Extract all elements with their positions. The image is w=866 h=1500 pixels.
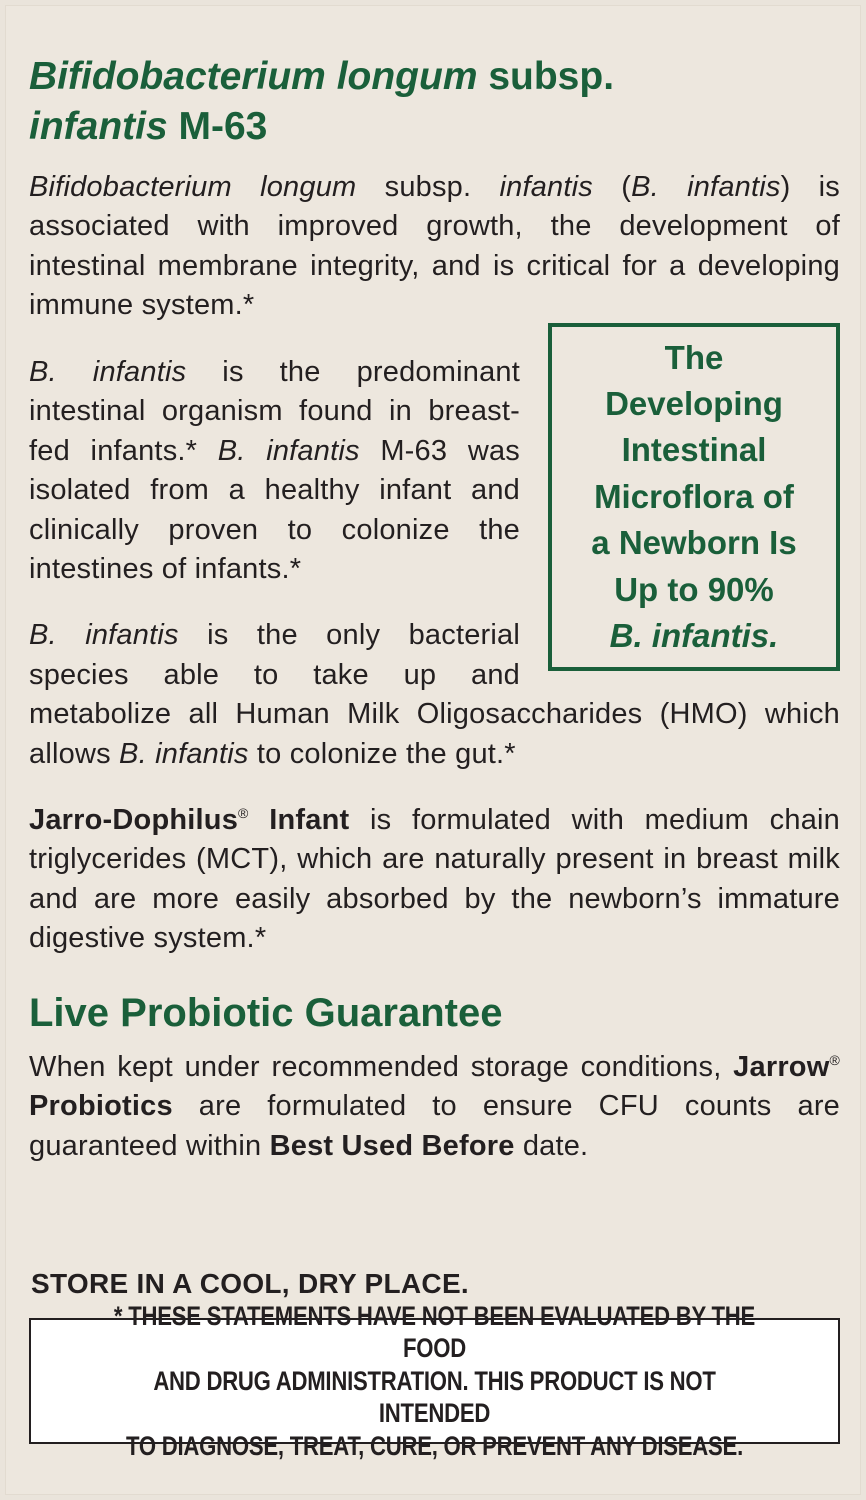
p3-abbr-2: B. infantis (119, 737, 249, 770)
callout-line: Intestinal (621, 431, 767, 469)
intro-abbr: B. infantis (631, 171, 781, 203)
p3-text-1: is the only bacterial species able to take up and metabolize all Human Milk Oligosaccharides (HMO) which allows (29, 619, 840, 770)
p4-product: Infant (248, 804, 350, 836)
p4-reg-mark: ® (238, 805, 249, 821)
fda-disclaimer-box (29, 1300, 840, 1461)
paragraph-guarantee (29, 1048, 840, 1166)
callout-line: The (664, 338, 724, 376)
p2-text-1: is the predominant intestinal organism found in breast-fed infants.* (29, 356, 520, 467)
intro-infantis: infantis (499, 171, 593, 203)
p5-brand: Jarrow (733, 1051, 830, 1083)
disclaimer-line: * THESE STATEMENTS HAVE NOT BEEN EVALUATED BY THE FOOD (113, 1300, 756, 1364)
heading-strain-italic: infantis (29, 105, 168, 148)
intro-paragraph (29, 168, 840, 326)
callout-line: Microflora of (594, 477, 794, 515)
heading-strain-code: M-63 (178, 105, 268, 148)
callout-italic-line: B. infantis. (609, 617, 779, 655)
p4-brand: Jarro-Dophilus (29, 804, 239, 836)
intro-text: ) is associated with improved growth, the development of intestinal membrane integrity, and is critical for a developing immune system.* (29, 171, 840, 322)
callout-line: Developing (605, 384, 783, 422)
p5-best-used-before: Best Used Before (269, 1129, 515, 1162)
guarantee-heading: Live Probiotic Guarantee (29, 991, 503, 1035)
body-with-callout (29, 338, 840, 774)
heading-species: Bifidobacterium longum (29, 55, 478, 98)
p3-text-2: to colonize the gut.* (248, 737, 516, 770)
storage-instruction: STORE IN A COOL, DRY PLACE. (31, 1268, 469, 1299)
callout-box (548, 323, 840, 671)
section-heading-strain (29, 52, 840, 152)
heading-subsp: subsp. (488, 55, 615, 98)
p3-abbr-1: B. infantis (29, 619, 179, 652)
disclaimer-text (104, 1300, 766, 1463)
p5-brand-2: Probiotics (29, 1090, 173, 1123)
p2-abbr-1: B. infantis (29, 356, 187, 388)
disclaimer-line: AND DRUG ADMINISTRATION. THIS PRODUCT IS NOT INTENDED (153, 1365, 716, 1429)
intro-subsp: subsp. (384, 171, 472, 203)
paragraph-mct (29, 801, 840, 959)
p2-abbr-2: B. infantis (217, 434, 360, 467)
p5-reg-mark: ® (829, 1052, 840, 1068)
disclaimer-line: TO DIAGNOSE, TREAT, CURE, OR PREVENT ANY DISEASE. (126, 1430, 743, 1461)
p4-text: is formulated with medium chain triglycerides (MCT), which are naturally present in breast milk and are more easily absorbed by the newborn’s immature digestive system.* (29, 804, 840, 955)
p5-text-1: When kept under recommended storage conditions, (29, 1051, 734, 1083)
p5-text-2: are formulated to ensure CFU counts are guaranteed within (29, 1090, 840, 1162)
p2-text-2: M-63 was isolated from a healthy infant and clinically proven to colonize the intestines of infants.* (29, 434, 520, 586)
intro-genus: Bifidobacterium longum (29, 171, 357, 203)
p5-text-3: date. (514, 1129, 589, 1162)
callout-line: Up to 90% (614, 570, 774, 608)
intro-open-paren: ( (621, 171, 632, 203)
callout-line: a Newborn Is (591, 524, 797, 562)
